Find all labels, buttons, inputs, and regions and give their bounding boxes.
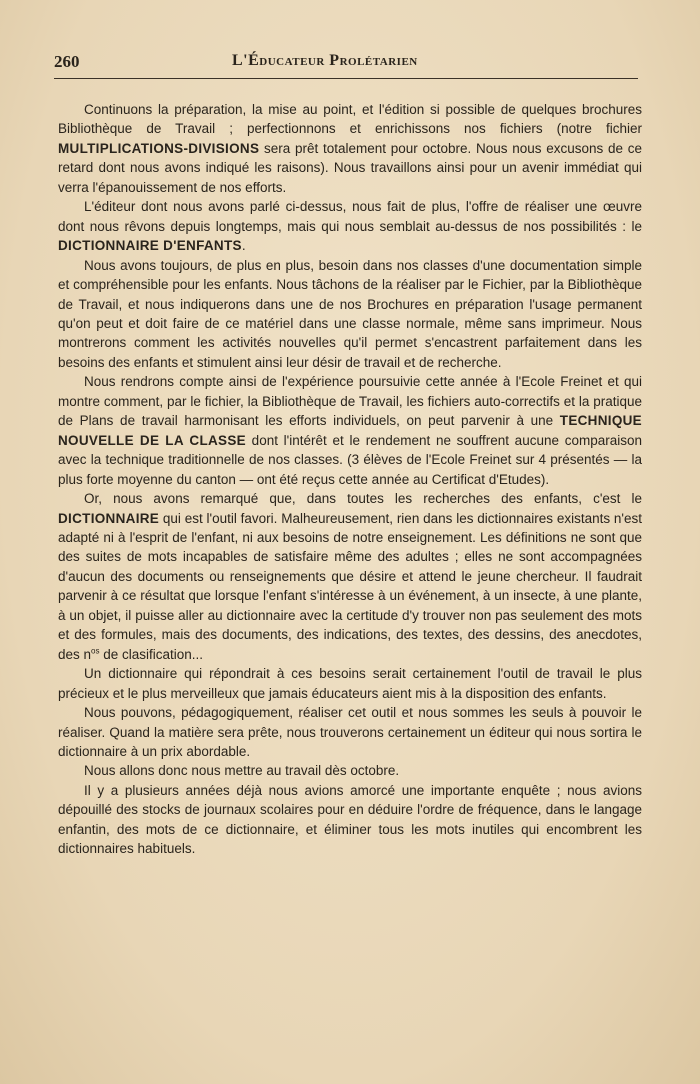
paragraph bbox=[58, 100, 642, 197]
text-run: Nous allons donc nous mettre au travail dès octobre. bbox=[84, 763, 400, 779]
paragraph bbox=[58, 664, 642, 703]
superscript: os bbox=[91, 646, 100, 656]
page-number: 260 bbox=[54, 52, 80, 71]
journal-title: L'Éducateur Prolétarien bbox=[232, 52, 418, 69]
bold-term: DICTIONNAIRE D'ENFANTS bbox=[58, 238, 242, 254]
text-run: Nous rendrons compte ainsi de l'expérience poursuivie cette année à l'Ecole Freinet et qui montre comment, par le fichier, la Bibliothèque de Travail, les fichiers auto-correctifs et la pratique de Plans de travail harmonisant les efforts individuels, on peut parvenir à une bbox=[58, 374, 642, 429]
paragraph bbox=[58, 781, 642, 859]
body-text bbox=[58, 100, 642, 859]
text-run: . bbox=[241, 238, 246, 254]
paragraph bbox=[58, 372, 642, 489]
running-head bbox=[54, 50, 638, 79]
paragraph bbox=[58, 256, 642, 373]
text-run: dont l'intérêt et le rendement ne souffrent aucune comparaison avec la technique traditionnelle de nos classes. (3 élèves de l'Ecole Freinet sur 4 présentés — la plus forte moyenne du canton — ont été reçus cette année au Certificat d'Etudes). bbox=[58, 432, 642, 487]
text-run: sera prêt totalement pour octobre. Nous nous excusons de ce retard dont nous avons indiqué les raisons). Nous travaillons ainsi pour un avenir immédiat qui verra l'épanouissement de nos efforts. bbox=[58, 140, 642, 195]
text-run: Continuons la préparation, la mise au point, et l'édition si possible de quelques brochures Bibliothèque de Travail ; perfectionnons et enrichissons nos fichiers (notre fichier bbox=[58, 102, 642, 137]
text-run: Nous avons toujours, de plus en plus, besoin dans nos classes d'une documentation simple et compréhensible pour les enfants. Nous tâchons de la réaliser par le Fichier, par la Bibliothèque de Travail, et nous indiquerons dans une de nos Brochures en préparation l'usage permanent qu'on peut et doit faire de ce matériel dans une classe normale, même sans imprimeur. Nous montrerons comment les activités nouvelles qu'il permet s'encastrent parfaitement dans les besoins des enfants et stimulent ainsi leur désir de travail et de recherche. bbox=[58, 257, 642, 370]
bold-term: DICTIONNAIRE bbox=[58, 510, 160, 526]
text-run: Or, nous avons remarqué que, dans toutes les recherches des enfants, c'est le bbox=[84, 491, 642, 507]
bold-term: TECHNIQUE NOUVELLE DE LA CLASSE bbox=[58, 413, 642, 448]
paragraph bbox=[58, 761, 642, 780]
text-run: Nous pouvons, pédagogiquement, réaliser cet outil et nous sommes les seuls à pouvoir le réaliser. Quand la matière sera prête, nous trouverons certainement un éditeur qui nous sortira le dictionnaire à un prix abordable. bbox=[58, 705, 642, 759]
text-run: de clasification... bbox=[99, 646, 204, 662]
bold-term: MULTIPLICATIONS-DIVISIONS bbox=[58, 140, 260, 156]
paragraph bbox=[58, 703, 642, 761]
text-run: qui est l'outil favori. Malheureusement, rien dans les dictionnaires existants n'est adapté ni à l'esprit de l'enfant, ni aux besoins de notre enseignement. Les définitions ne sont que des suites de mots incapables de satisfaire même des adultes ; elles ne sont accompagnées d'aucun des documents ou renseignements que désire et attend le jeune chercheur. Il faudrait parvenir à ce résultat que lorsque l'enfant s'intéresse à un événement, à un insecte, à une plante, à un objet, il puisse aller au dictionnaire avec la certitude d'y trouver non pas seulement des mots et des formules, mais des documents, des indications, des textes, des dessins, des anecdotes, des n bbox=[58, 510, 642, 662]
text-run: Un dictionnaire qui répondrait à ces besoins serait certainement l'outil de travail le plus précieux et le plus merveilleux que jamais éducateurs aient mis à la disposition des enfants. bbox=[58, 666, 642, 701]
text-run: Il y a plusieurs années déjà nous avions amorcé une importante enquête ; nous avions dépouillé des stocks de journaux scolaires pour en déduire l'ordre de fréquence, dans le langage enfantin, des mots de ce dictionnaire, et éliminer tous les mots inutiles qui encombrent les dictionnaires habituels. bbox=[58, 782, 642, 857]
text-run: L'éditeur dont nous avons parlé ci-dessus, nous fait de plus, l'offre de réaliser une œuvre dont nous rêvons depuis longtemps, mais qui nous semblait au-dessus de nos possibilités : le bbox=[58, 199, 642, 234]
paragraph bbox=[58, 197, 642, 255]
paragraph bbox=[58, 489, 642, 664]
